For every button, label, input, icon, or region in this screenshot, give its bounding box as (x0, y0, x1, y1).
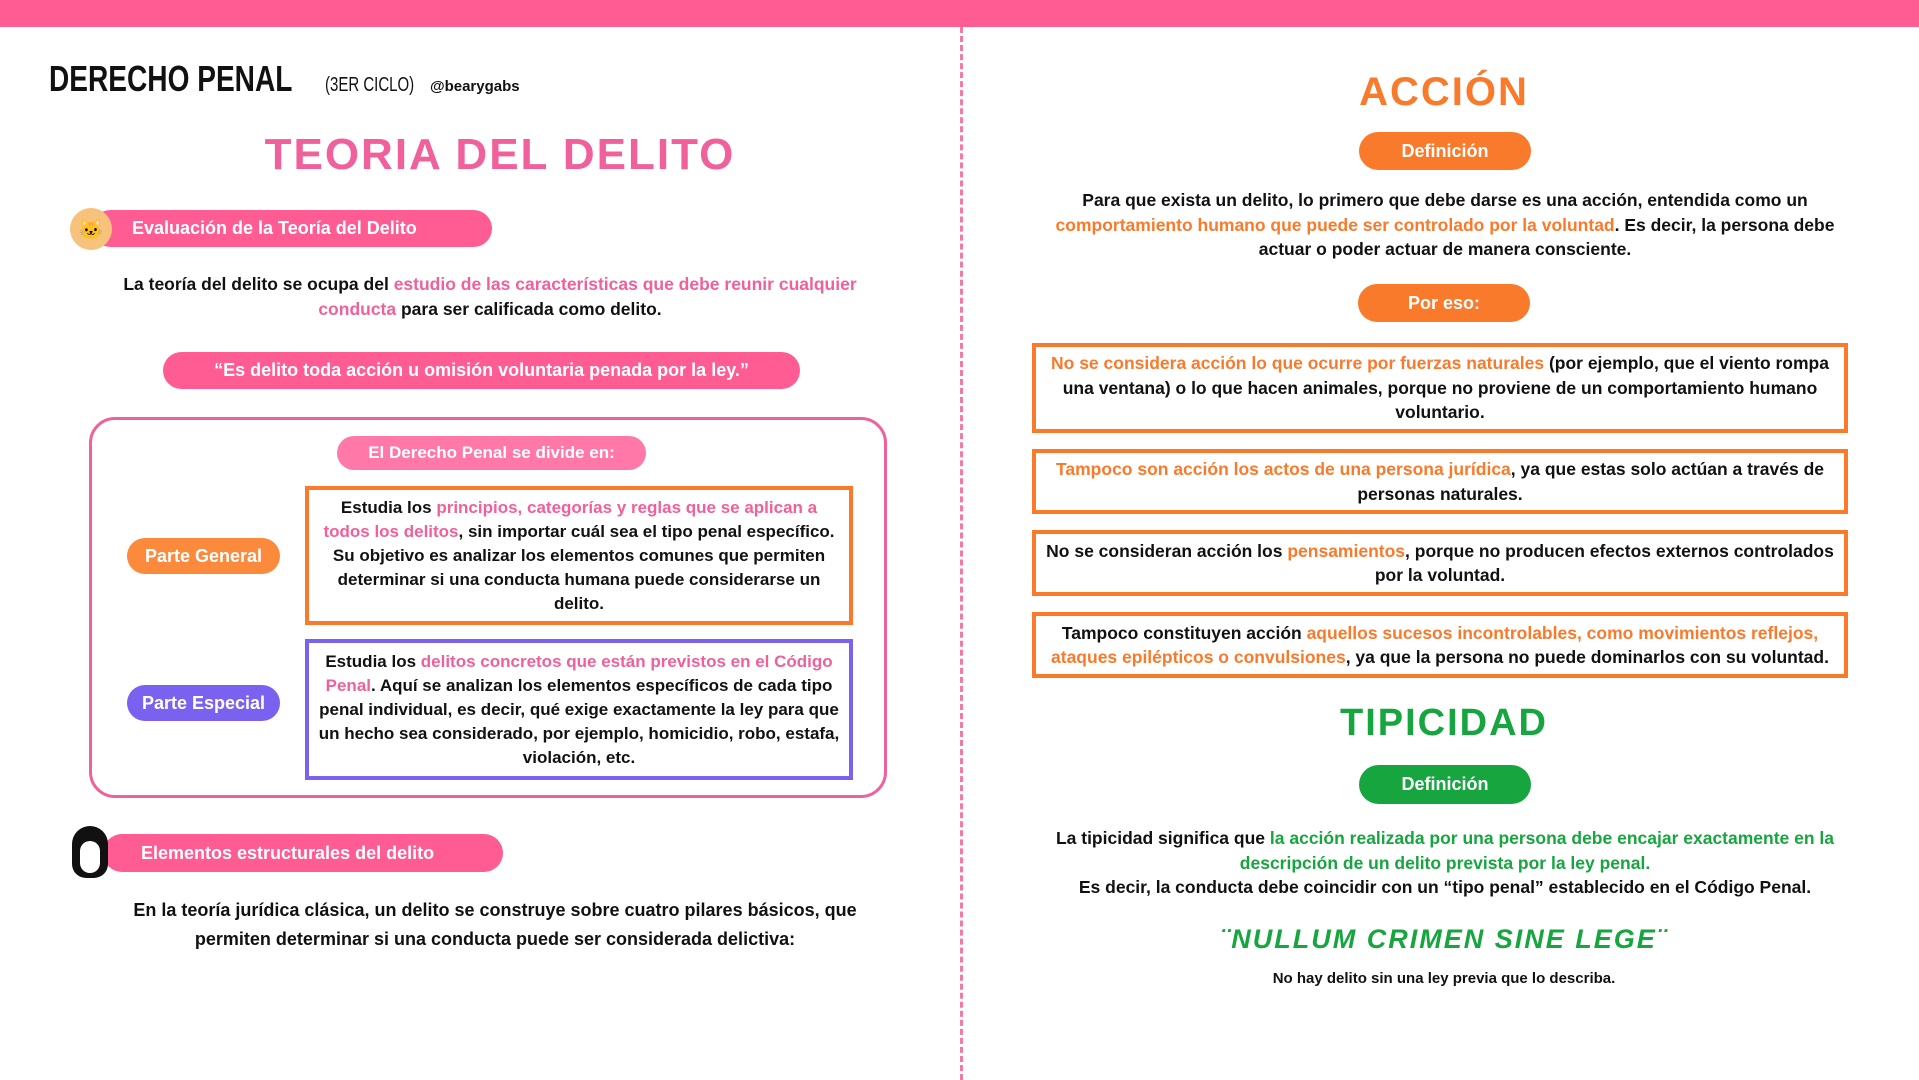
text: La teoría del delito se ocupa del (123, 274, 394, 294)
text: Para que exista un delito, lo primero que debe darse es una acción, entendida como un (1082, 190, 1808, 210)
highlight: la acción realizada por una persona debe encajar exactamente en la descripción de un delito prevista por la ley penal. (1239, 828, 1835, 873)
accion-item (1032, 612, 1848, 678)
penguin-icon (72, 826, 108, 878)
section-header-label: Elementos estructurales del delito (141, 842, 435, 863)
tipicidad-title: TIPICIDAD (1340, 702, 1548, 744)
accion-item (1032, 343, 1848, 433)
cat-icon: 🐱 (70, 208, 112, 250)
quote-text: “Es delito toda acción u omisión voluntaria penada por la ley.” (214, 360, 749, 380)
parte-general-badge (127, 538, 280, 574)
text: (por ejemplo, que el viento rompa una ventana) o lo que hacen animales, porque no proviene de un comportamiento humano voluntario. (1062, 353, 1829, 423)
tipicidad-definition (1030, 826, 1860, 900)
division-title-text: El Derecho Penal se divide en: (368, 443, 615, 462)
parte-especial-badge (127, 685, 280, 721)
text: No se consideran acción los (1046, 540, 1288, 561)
text: . Es decir, la persona debe actuar o poder actuar de manera consciente. (1258, 214, 1835, 259)
header-handle: @bearygabs (429, 78, 520, 95)
accion-definition (1045, 188, 1845, 262)
text: Estudia los (325, 651, 421, 671)
highlight: estudio de las características que debe reunir cualquier conducta (318, 274, 857, 319)
header-subtitle: (3ER CICLO) (325, 74, 415, 96)
text: , ya que la persona no puede dominarlos con su voluntad. (1345, 647, 1829, 667)
division-title (337, 436, 646, 470)
por-eso-badge (1358, 284, 1530, 322)
text: para ser calificada como delito. (396, 298, 662, 319)
nullum-crimen-maxim: ¨NULLUM CRIMEN SINE LEGE¨ (1220, 924, 1668, 954)
section-header-label: Evaluación de la Teoría del Delito (132, 218, 417, 238)
parte-general-box (305, 486, 853, 625)
highlight: Tampoco son acción los actos de una persona jurídica (1056, 459, 1511, 479)
badge-label: Parte General (144, 545, 263, 566)
badge-label: Definición (1401, 140, 1489, 161)
text: , sin importar cuál sea el tipo penal específico. Su objetivo es analizar los elementos comunes que permiten determinar si una conducta humana puede considerarse un delito. (332, 521, 835, 613)
highlight: pensamientos (1287, 540, 1406, 561)
quote-pill (163, 352, 800, 389)
badge-label: Definición (1401, 774, 1489, 794)
section-header-elementos (103, 834, 503, 872)
highlight: No se considera acción lo que ocurre por fuerzas naturales (1051, 353, 1545, 374)
intro-paragraph (110, 272, 870, 321)
elements-paragraph: En la teoría jurídica clásica, un delito se construye sobre cuatro pilares básicos, que permiten determinar si una conducta puede ser considerada delictiva: (133, 900, 857, 949)
page-header (49, 58, 520, 100)
accion-definicion-badge (1359, 132, 1531, 170)
accion-item (1032, 449, 1848, 514)
accion-title: ACCIÓN (1359, 70, 1529, 114)
text: , porque no producen efectos externos controlados por la voluntad. (1374, 540, 1834, 585)
section-header-evaluacion (92, 210, 492, 247)
highlight: principios, categorías y reglas que se aplican a todos los delitos (323, 497, 818, 541)
text: Estudia los (340, 497, 437, 517)
text: Es decir, la conducta debe coincidir con un “tipo penal” establecido en el Código Penal. (1078, 877, 1812, 897)
parte-especial-box (305, 639, 853, 780)
badge-label: Por eso: (1407, 292, 1481, 313)
page-divider (960, 27, 963, 1080)
badge-label: Parte Especial (141, 692, 266, 713)
text: Tampoco constituyen acción (1061, 622, 1307, 643)
highlight: delitos concretos que están previstos en el Código Penal (325, 651, 833, 695)
tipicidad-definicion-badge (1359, 765, 1531, 804)
highlight: comportamiento humano que puede ser controlado por la voluntad (1055, 214, 1615, 235)
text: . Aquí se analizan los elementos específicos de cada tipo penal individual, es decir, qué exige exactamente la ley para que un hecho sea considerado, por ejemplo, homicidio, robo, estafa, violación, etc. (318, 675, 840, 767)
maxim-meaning: No hay delito sin una ley previa que lo describa. (1272, 970, 1616, 987)
highlight: aquellos sucesos incontrolables, como movimientos reflejos, ataques epilépticos o convulsiones (1051, 622, 1819, 667)
text: , ya que estas solo actúan a través de personas naturales. (1357, 459, 1824, 504)
main-title: TEORIA DEL DELITO (264, 130, 736, 179)
header-title: DERECHO PENAL (49, 58, 293, 99)
accion-item (1032, 530, 1848, 596)
top-banner (0, 0, 1919, 27)
text: La tipicidad significa que (1055, 828, 1270, 848)
